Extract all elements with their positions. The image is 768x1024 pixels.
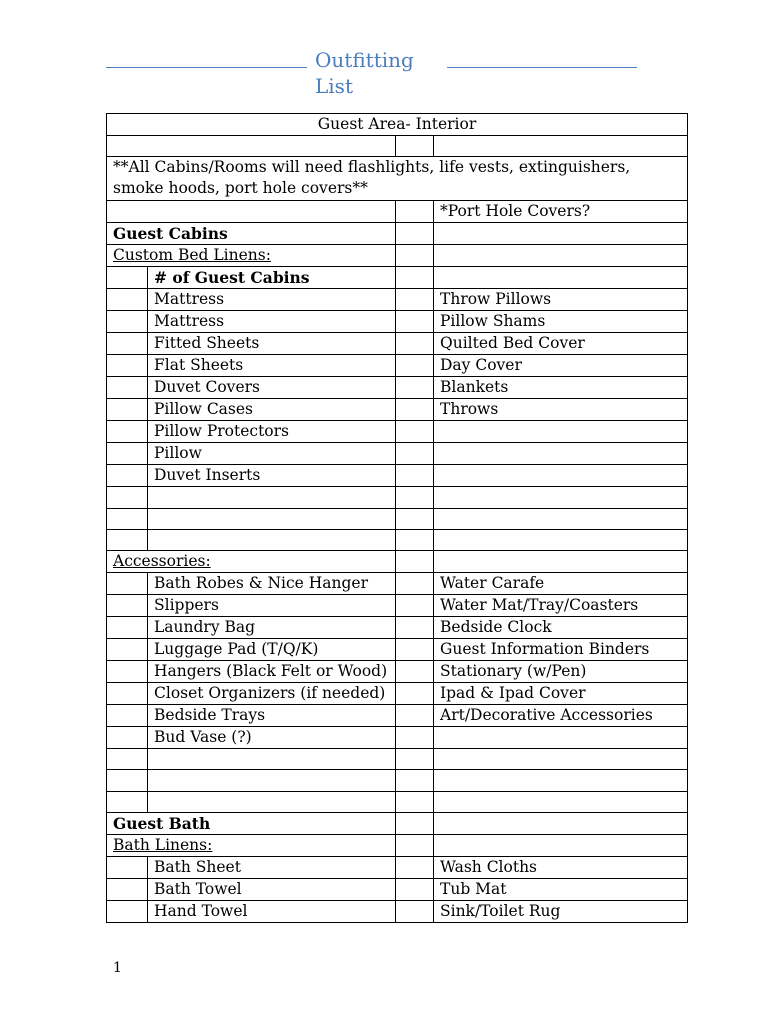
table-row: [107, 551, 688, 573]
table-row: [107, 333, 688, 355]
table-row: [107, 857, 688, 879]
list-item: Bud Vase (?): [148, 727, 396, 749]
safety-note: **All Cabins/Rooms will need flashlights, life vests, extinguishers, smoke hoods, port hole covers**: [107, 157, 688, 201]
section-title-row: [107, 114, 688, 136]
table-row: [107, 879, 688, 901]
table-row: [107, 377, 688, 399]
list-item: Bath Robes & Nice Hanger: [148, 573, 396, 595]
table-row: [107, 355, 688, 377]
table-row: [107, 421, 688, 443]
accessories-heading: Accessories:: [107, 551, 396, 573]
list-item: Guest Information Binders: [434, 639, 688, 661]
table-row: [107, 661, 688, 683]
table-row: [107, 749, 688, 770]
list-item: Hangers (Black Felt or Wood): [148, 661, 396, 683]
table-row: [107, 705, 688, 727]
bath-linens-subheading: Bath Linens:: [107, 835, 396, 857]
list-item: Slippers: [148, 595, 396, 617]
table-row: [107, 727, 688, 749]
note-row: [107, 157, 688, 201]
table-row: [107, 245, 688, 267]
list-item: Pillow: [148, 443, 396, 465]
page-title: Outfitting List: [315, 48, 414, 98]
list-item: Pillow Shams: [434, 311, 688, 333]
list-item: Bath Sheet: [148, 857, 396, 879]
table-row: [107, 136, 688, 157]
list-item: Ipad & Ipad Cover: [434, 683, 688, 705]
table-row: [107, 595, 688, 617]
guest-bath-heading: Guest Bath: [107, 813, 396, 835]
list-item: Closet Organizers (if needed): [148, 683, 396, 705]
list-item: Tub Mat: [434, 879, 688, 901]
list-item: Duvet Covers: [148, 377, 396, 399]
table-row: [107, 289, 688, 311]
table-row: [107, 573, 688, 595]
table-row: [107, 901, 688, 923]
list-item: Sink/Toilet Rug: [434, 901, 688, 923]
outfitting-table: [106, 113, 688, 923]
list-item: Wash Cloths: [434, 857, 688, 879]
page-number: 1: [113, 960, 122, 976]
table-row: [107, 399, 688, 421]
list-item: Stationary (w/Pen): [434, 661, 688, 683]
table-row: [107, 223, 688, 245]
list-item: Throw Pillows: [434, 289, 688, 311]
list-item: Pillow Cases: [148, 399, 396, 421]
table-row: [107, 487, 688, 508]
list-item: Art/Decorative Accessories: [434, 705, 688, 727]
list-item: Water Mat/Tray/Coasters: [434, 595, 688, 617]
bed-linens-subheading: Custom Bed Linens:: [107, 245, 396, 267]
table-row: [107, 683, 688, 705]
list-item: Hand Towel: [148, 901, 396, 923]
title-rule-left: [106, 67, 307, 68]
list-item: Mattress: [148, 311, 396, 333]
guest-cabins-count-label: # of Guest Cabins: [148, 267, 396, 289]
list-item: Mattress: [148, 289, 396, 311]
list-item: Bedside Trays: [148, 705, 396, 727]
table-row: [107, 465, 688, 487]
list-item: Luggage Pad (T/Q/K): [148, 639, 396, 661]
table-row: [107, 639, 688, 661]
title-rule-right: [447, 67, 637, 68]
list-item: Throws: [434, 399, 688, 421]
list-item: Laundry Bag: [148, 617, 396, 639]
table-row: [107, 617, 688, 639]
table-row: [107, 529, 688, 550]
port-hole-note: *Port Hole Covers?: [434, 201, 688, 223]
list-item: Bath Towel: [148, 879, 396, 901]
table-row: [107, 508, 688, 529]
table-row: [107, 311, 688, 333]
list-item: Duvet Inserts: [148, 465, 396, 487]
table-row: [107, 201, 688, 223]
table-row: [107, 813, 688, 835]
section-title: Guest Area- Interior: [107, 114, 688, 136]
guest-cabins-heading: Guest Cabins: [107, 223, 396, 245]
table-row: [107, 267, 688, 289]
list-item: Blankets: [434, 377, 688, 399]
list-item: Water Carafe: [434, 573, 688, 595]
table-row: [107, 443, 688, 465]
table-row: [107, 770, 688, 791]
list-item: Bedside Clock: [434, 617, 688, 639]
list-item: Fitted Sheets: [148, 333, 396, 355]
list-item: Pillow Protectors: [148, 421, 396, 443]
list-item: Quilted Bed Cover: [434, 333, 688, 355]
table-row: [107, 791, 688, 812]
table-row: [107, 835, 688, 857]
list-item: Flat Sheets: [148, 355, 396, 377]
list-item: Day Cover: [434, 355, 688, 377]
